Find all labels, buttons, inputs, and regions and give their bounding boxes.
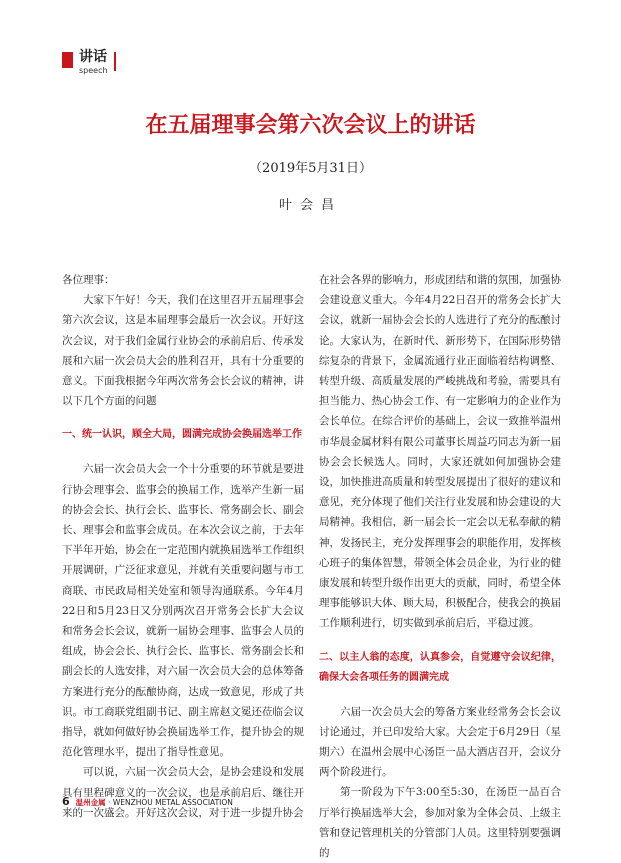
publication-name: 温州金属: [75, 798, 106, 807]
footer-separator: ·: [105, 798, 113, 807]
page-footer: [62, 796, 233, 809]
article-title: 在五届理事会第六次会议上的讲话: [145, 112, 476, 138]
left-column: [62, 270, 304, 823]
section-heading: 一、统一认识，顾全大局，圆满完成协会换届选举工作: [62, 429, 302, 441]
article-date: （2019年5月31日）: [249, 161, 372, 176]
paragraph: 第一阶段为下午3:00至5:30，在汤臣一品百合厅举行换届选举大会，参加对象为全体会员、上级主管和登记管理机关的分管部门人员。这里特别要强调的: [319, 786, 561, 860]
page-number: 6: [62, 795, 70, 808]
association-name: WENZHOU METAL ASSOCIATION: [112, 798, 233, 807]
category-label-en: speech: [79, 66, 108, 75]
paragraph: 在社会各界的影响力，形成团结和谐的氛围，加强协会建设意义重大。今年4月22日召开的常务会长扩大会议，就新一届协会会长的人选进行了充分的酝酿讨论。大家认为，在新时代、新形势下，在国际形势错综复杂的背景下，金属流通行业正面临着结构调整、转型升级、高质量发展的严峻挑战和考验，需要具有担当能力、热心协会工作、有一定影响力的企业作为会长单位。在综合评价的基础上，会议一致推举温州市华晨金属材料有限公司董事长周益巧同志为新一届协会会长候选人。同时，大家还就如何加强协会建设，加快推进高质量和转型发展提出了很好的建议和意见，充分体现了他们关注行业发展和协会建设的大局精神。我相信，新一届会长一定会以无私奉献的精神，发扬民主，充分发挥理事会的职能作用，发挥核心班子的集体智慧，带领全体会员企业，为行业的健康发展和转型升级作出更大的贡献，同时，希望全体理事能够识大体、顾大局，积极配合，使我会的换届工作顺利进行，切实做到承前启后，平稳过渡。: [319, 274, 561, 630]
paragraph: 大家下午好！今天，我们在这里召开五届理事会第六次会议，这是本届理事会最后一次会议。开好这次会议，对于我们金属行业协会的承前启后、传承发展和六届一次会员大会的胜利召开，具有十分重要的意义。下面我根据今年两次常务会长会议的精神，讲以下几个方面的问题: [62, 294, 304, 408]
category-marker: [62, 52, 73, 68]
paragraph: 六届一次会员大会一个十分重要的环节就是要进行协会理事会、监事会的换届工作，选举产生新一届的协会会长、执行会长、监事长、常务副会长、副会长、理事会和监事会成员。在本次会议之前，于去年下半年开始，协会在一定范围内就换届选举工作组织开展调研，广泛征求意见，并就有关重要问题与市工商联、市民政局相关处室和领导沟通联系。今年4月22日和5月23日又分别两次召开常务会长扩大会议和常务会长会议，就新一届协会理事、监事会人员的组成，协会会长、执行会长、监事长、常务副会长和副会长的人选安排，对六届一次会员大会的总体筹备方案进行充分的酝酿协商，达成一致意见，形成了共识。市工商联党组副书记、副主席赵文冕还莅临会议指导，就如何做好协会换届选举工作，提升协会的规范化管理水平，提出了指导性意见。: [62, 463, 304, 759]
article-author: 叶会昌: [278, 198, 342, 213]
paragraph: 六届一次会员大会的筹备方案业经常务会长会议讨论通过，并已印发给大家。大会定于6月29日（星期六）在温州会展中心汤臣一品大酒店召开，会议分两个阶段进行。: [319, 705, 561, 779]
category-divider: [114, 52, 116, 71]
section-heading: 二、以主人翁的态度，认真参会，自觉遵守会议纪律，确保大会各项任务的圆满完成: [319, 651, 561, 683]
salutation: 各位理事：: [62, 274, 115, 286]
category-label: 讲话: [79, 49, 107, 65]
right-column: [319, 270, 561, 863]
paragraph: 可以说，六届一次会员大会，是协会建设和发展具有里程碑意义的一次会议，也是承前启后、继往开来的一次盛会。开好这次会议，对于进一步提升协会: [62, 766, 304, 819]
